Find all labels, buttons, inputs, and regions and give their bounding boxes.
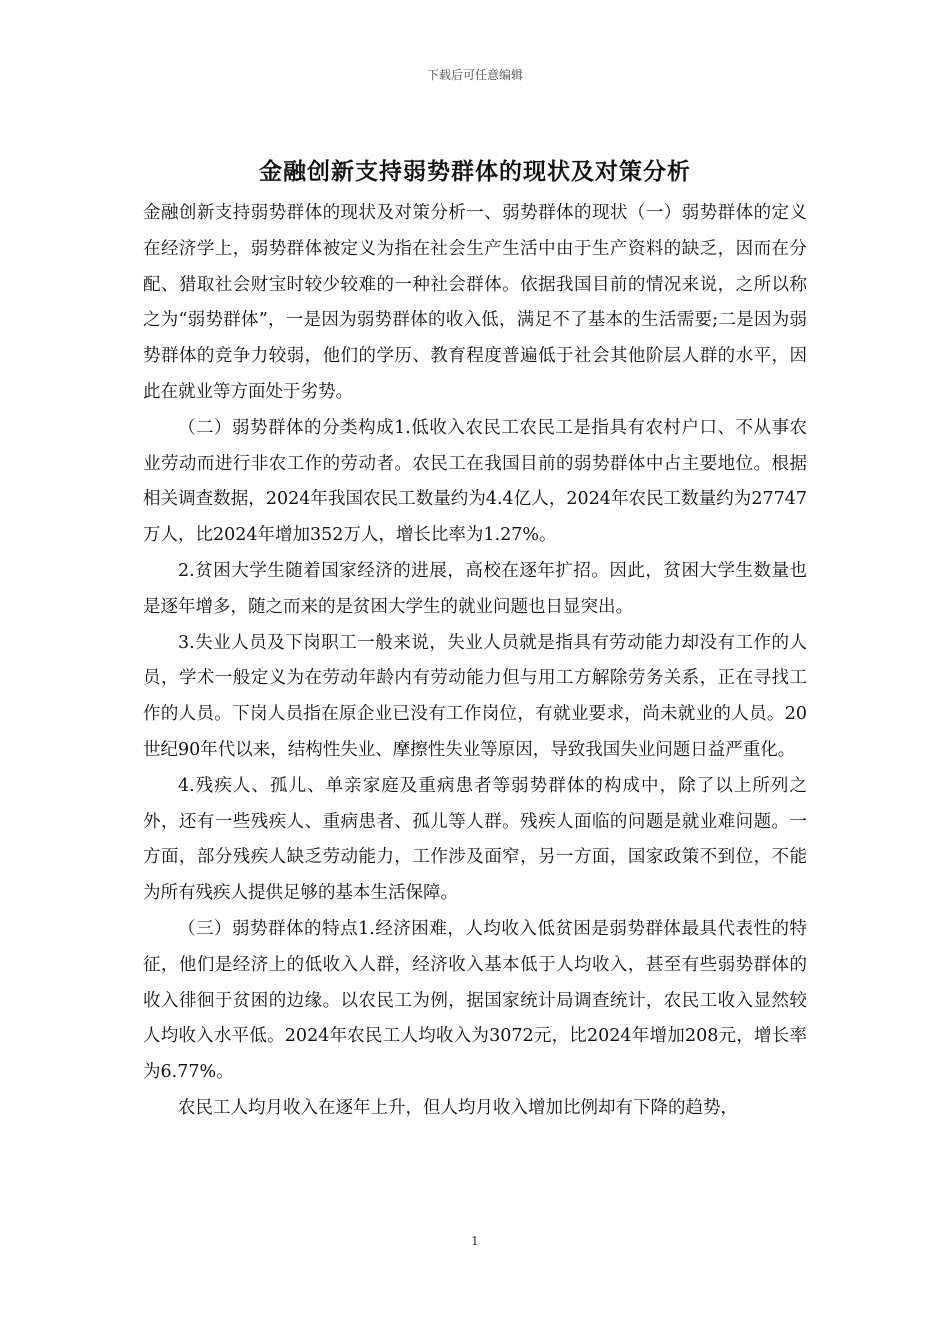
body-text — [143, 196, 807, 1127]
paragraph-7: 农民工人均月收入在逐年上升，但人均月收入增加比例却有下降的趋势， — [178, 1097, 738, 1118]
paragraph-4: 3.失业人员及下岗职工一般来说，失业人员就是指具有劳动能力却没有工作的人员，学术一般定义为在劳动年龄内有劳动能力但与用工方解除劳务关系，正在寻找工作的人员。下岗人员指在原企业已没有工作岗位，有就业要求，尚未就业的人员。20世纪90年代以来，结构性失业、摩擦性失业等原因，导致我国失业问题日益严重化。 — [143, 632, 807, 760]
paragraph-2: （二）弱势群体的分类构成1.低收入农民工农民工是指具有农村户口、不从事农业劳动而进行非农工作的劳动者。农民工在我国目前的弱势群体中占主要地位。根据相关调查数据，2024年我国农民工数量约为4.4亿人，2024年农民工数量约为27747万人，比2024年增加352万人，增长比率为1.27%。 — [143, 417, 807, 546]
paragraph-5: 4.残疾人、孤儿、单亲家庭及重病患者等弱势群体的构成中，除了以上所列之外，还有一些残疾人、重病患者、孤儿等人群。残疾人面临的问题是就业难问题。一方面，部分残疾人缺乏劳动能力，工作涉及面窄，另一方面，国家政策不到位，不能为所有残疾人提供足够的基本生活保障。 — [143, 775, 807, 904]
paragraph-6: （三）弱势群体的特点1.经济困难，人均收入低贫困是弱势群体最具代表性的特征，他们是经济上的低收入人群，经济收入基本低于人均收入，甚至有些弱势群体的收入徘徊于贫困的边缘。以农民工为例，据国家统计局调查统计，农民工收入显然较人均收入水平低。2024年农民工人均收入为3072元，比2024年增加208元，增长率为6.77%。 — [143, 918, 807, 1083]
page-number: 1 — [471, 1234, 479, 1248]
paragraph-1: 金融创新支持弱势群体的现状及对策分析一、弱势群体的现状（一）弱势群体的定义在经济学上，弱势群体被定义为指在社会生产生活中由于生产资料的缺乏，因而在分配、猎取社会财宝时较少较难的一种社会群体。依据我国目前的情况来说，之所以称之为“弱势群体”，一是因为弱势群体的收入低，满足不了基本的生活需要;二是因为弱势群体的竞争力较弱，他们的学历、教育程度普遍低于社会其他阶层人群的水平，因此在就业等方面处于劣势。 — [143, 203, 807, 402]
document-title: 金融创新支持弱势群体的现状及对策分析 — [259, 159, 691, 185]
paragraph-3: 2.贫困大学生随着国家经济的进展，高校在逐年扩招。因此，贫困大学生数量也是逐年增多，随之而来的是贫困大学生的就业问题也日显突出。 — [143, 560, 807, 617]
header-note: 下载后可任意编辑 — [426, 68, 523, 82]
